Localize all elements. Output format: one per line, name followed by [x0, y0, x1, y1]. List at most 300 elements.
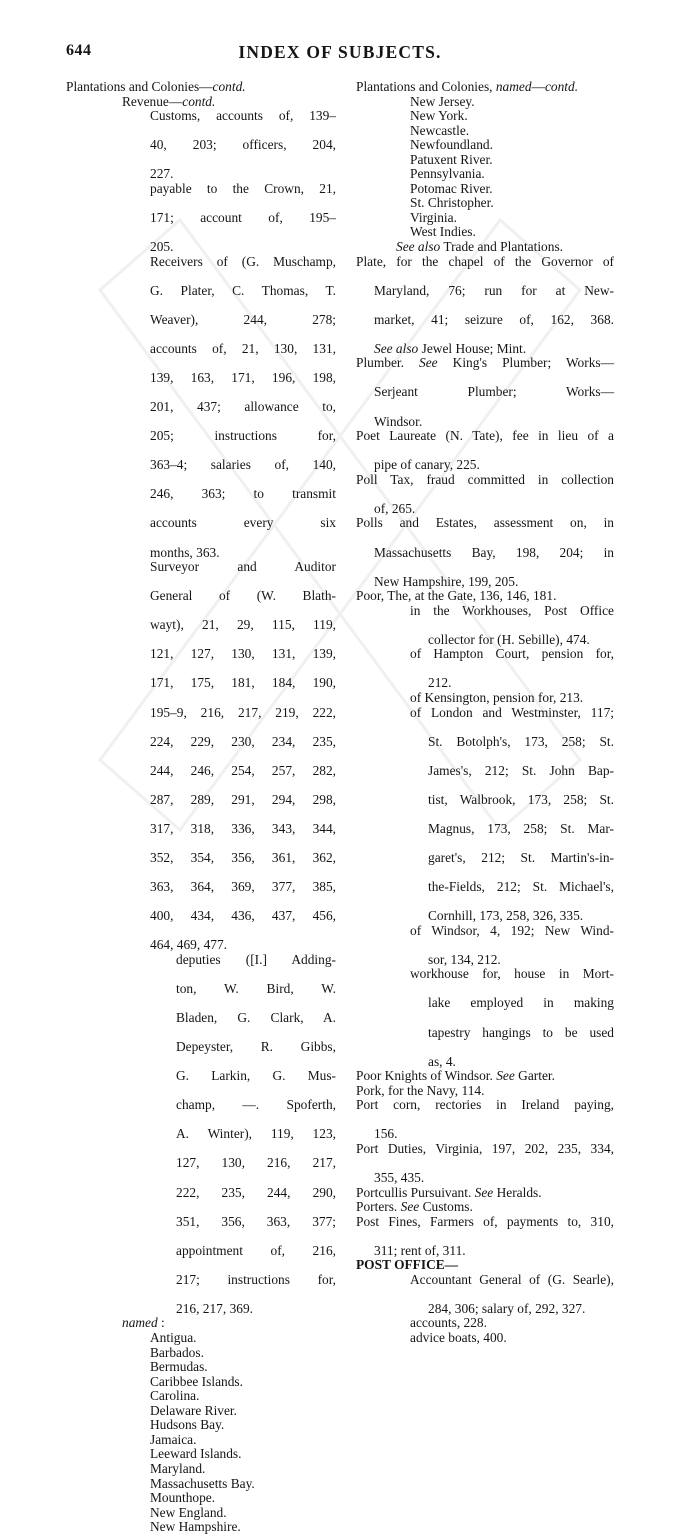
entry-text: Polls and Estates, assessment on, in: [356, 515, 614, 531]
index-entry: [66, 1316, 336, 1331]
entry-text: Maryland, 76; run for at New-: [374, 282, 614, 298]
entry-line: [356, 1186, 614, 1201]
entry-line: [410, 1316, 614, 1331]
entry-line: [150, 1447, 336, 1462]
index-entry: [66, 1477, 336, 1492]
entry-text: Poll Tax, fraud committed in collection: [356, 471, 614, 487]
entry-text: market, 41; seizure of, 162, 368.: [374, 311, 614, 327]
entry-line: [410, 124, 614, 139]
entry-line: [356, 473, 614, 502]
entry-line: [176, 1040, 336, 1069]
entry-text: Receivers of (G. Muschamp,: [150, 253, 336, 269]
running-title: INDEX OF SUBJECTS.: [238, 42, 442, 62]
index-entry: [66, 109, 336, 182]
entry-line: [356, 575, 614, 590]
index-entry: [356, 647, 614, 691]
entry-line: [356, 502, 614, 517]
entry-italic-text: contd.: [182, 93, 216, 109]
entry-text: Virginia.: [410, 209, 457, 225]
index-entry: [356, 1186, 614, 1201]
entry-text: New Hampshire.: [150, 1519, 241, 1535]
page-number: 644: [66, 42, 92, 59]
index-entry: [356, 80, 614, 95]
entry-line: [356, 516, 614, 545]
entry-text: the-Fields, 212; St. Michael's,: [428, 879, 614, 895]
entry-text: of Windsor, 4, 192; New Wind-: [410, 922, 614, 938]
entry-text: in the Workhouses, Post Office: [410, 602, 614, 618]
index-entry: [66, 95, 336, 110]
entry-line: [410, 953, 614, 968]
entry-line: [150, 284, 336, 313]
entry-text: Bermudas.: [150, 1359, 208, 1375]
entry-line: [356, 1084, 614, 1099]
entry-line: [176, 1186, 336, 1215]
entry-text: 212.: [428, 675, 452, 691]
entry-line: [410, 793, 614, 822]
entry-line: [410, 967, 614, 996]
entry-line: [150, 1477, 336, 1492]
index-entry: [356, 167, 614, 182]
entry-line: [176, 1127, 336, 1156]
entry-text: Patuxent River.: [410, 151, 493, 167]
entry-text: wayt), 21, 29, 115, 119,: [150, 617, 336, 633]
index-entry: [356, 1316, 614, 1331]
index-entry: [356, 589, 614, 604]
entry-line: [410, 225, 614, 240]
entry-line: [396, 240, 614, 255]
entry-line: [410, 851, 614, 880]
entry-text: Heralds.: [493, 1184, 542, 1200]
entry-line: [410, 211, 614, 226]
entry-text: 139, 163, 171, 196, 198,: [150, 369, 336, 385]
entry-line: [176, 1244, 336, 1273]
entry-line: [150, 342, 336, 371]
entry-line: [356, 1098, 614, 1127]
entry-text: Serjeant Plumber; Works—: [374, 384, 614, 400]
entry-text: 171, 175, 181, 184, 190,: [150, 675, 336, 691]
index-entry: [356, 691, 614, 706]
entry-line: [150, 1520, 336, 1535]
entry-line: [150, 240, 336, 255]
entry-text: deputies ([I.] Adding-: [176, 951, 336, 967]
entry-line: [176, 1273, 336, 1302]
index-entry: [66, 1447, 336, 1462]
entry-line: [176, 1302, 336, 1317]
entry-text: Porters.: [356, 1199, 401, 1215]
index-entry: [356, 1200, 614, 1215]
entry-line: [150, 735, 336, 764]
entry-line: [150, 1346, 336, 1361]
index-entry: [356, 95, 614, 110]
index-entry: [356, 1273, 614, 1317]
entry-line: [410, 1302, 614, 1317]
entry-line: [410, 1331, 614, 1346]
entry-text: —: [531, 79, 545, 94]
entry-line: [410, 138, 614, 153]
entry-text: 224, 229, 230, 234, 235,: [150, 733, 336, 749]
entry-text: Newfoundland.: [410, 137, 493, 153]
entry-line: [150, 371, 336, 400]
index-entry: [356, 706, 614, 924]
entry-line: [150, 1462, 336, 1477]
entry-line: [150, 1506, 336, 1521]
entry-text: 351, 356, 363, 377;: [176, 1213, 336, 1229]
entry-text: 121, 127, 130, 131, 139,: [150, 646, 336, 662]
index-entry: [66, 1404, 336, 1419]
entry-line: [410, 909, 614, 924]
entry-italic-text: See: [496, 1068, 515, 1084]
entry-line: [150, 211, 336, 240]
index-entry: [356, 429, 614, 473]
entry-text: of London and Westminster, 117;: [410, 704, 614, 720]
entry-text: Garter.: [514, 1068, 555, 1084]
entry-line: [410, 691, 614, 706]
entry-line: [356, 589, 614, 604]
entry-text: as, 4.: [428, 1053, 456, 1069]
entry-line: [410, 706, 614, 735]
entry-heading-text: POST OFFICE—: [356, 1257, 459, 1273]
entry-line: [150, 764, 336, 793]
entry-line: [176, 1156, 336, 1185]
index-entry: [356, 516, 614, 589]
entry-line: [122, 1316, 336, 1331]
entry-line: [150, 458, 336, 487]
entry-text: accounts of, 21, 130, 131,: [150, 340, 336, 356]
index-entry: [66, 182, 336, 255]
entry-line: [176, 982, 336, 1011]
entry-line: [150, 313, 336, 342]
entry-text: James's, 212; St. John Bap-: [428, 762, 614, 778]
entry-line: [410, 1273, 614, 1302]
entry-line: [356, 429, 614, 458]
entry-line: [410, 764, 614, 793]
entry-text: 40, 203; officers, 204,: [150, 137, 336, 153]
entry-line: [150, 1389, 336, 1404]
entry-line: [176, 1069, 336, 1098]
index-entry: [66, 1491, 336, 1506]
entry-line: [176, 1011, 336, 1040]
entry-text: New Hampshire, 199, 205.: [374, 573, 519, 589]
entry-text: G. Plater, C. Thomas, T.: [150, 282, 336, 298]
entry-text: workhouse for, house in Mort-: [410, 966, 614, 982]
entry-text: General of (W. Blath-: [150, 588, 336, 604]
index-entry: [356, 153, 614, 168]
entry-line: [356, 1258, 614, 1273]
entry-line: [150, 255, 336, 284]
right-column: [356, 80, 614, 1346]
entry-line: [410, 604, 614, 633]
entry-text: tapestry hangings to be used: [428, 1024, 614, 1040]
index-entry: [356, 1258, 614, 1273]
entry-line: [410, 822, 614, 851]
entry-line: [150, 880, 336, 909]
index-entry: [356, 211, 614, 226]
entry-line: [150, 1491, 336, 1506]
index-entry: [66, 1520, 336, 1535]
entry-text: Jamaica.: [150, 1431, 197, 1447]
entry-text: advice boats, 400.: [410, 1330, 507, 1346]
entry-line: [150, 618, 336, 647]
entry-text: Revenue—: [122, 93, 183, 109]
index-entry: [356, 182, 614, 197]
index-entry: [356, 1331, 614, 1346]
entry-line: [410, 1055, 614, 1070]
entry-line: [356, 415, 614, 430]
entry-text: Poor Knights of Windsor.: [356, 1068, 497, 1084]
entry-text: Barbados.: [150, 1344, 204, 1360]
index-entry: [356, 1098, 614, 1142]
entry-line: [356, 458, 614, 473]
entry-line: [150, 546, 336, 561]
index-entry: [66, 80, 336, 95]
entry-text: West Indies.: [410, 224, 476, 240]
index-entry: [356, 356, 614, 429]
entry-line: [122, 95, 336, 110]
entry-text: A. Winter), 119, 123,: [176, 1126, 336, 1142]
entry-text: lake employed in making: [428, 995, 614, 1011]
entry-line: [150, 487, 336, 516]
index-entry: [356, 196, 614, 211]
entry-line: [356, 1142, 614, 1171]
entry-text: 205.: [150, 239, 174, 255]
entry-italic-text: contd.: [544, 79, 579, 94]
entry-line: [356, 385, 614, 414]
entry-line: [150, 589, 336, 618]
entry-line: [150, 1360, 336, 1375]
entry-text: St. Christopher.: [410, 195, 494, 211]
entry-text: Surveyor and Auditor: [150, 559, 336, 575]
entry-line: [356, 1215, 614, 1244]
entry-line: [356, 255, 614, 284]
entry-text: St. Botolph's, 173, 258; St.: [428, 733, 614, 749]
index-entry: [66, 1462, 336, 1477]
entry-text: Depeyster, R. Gibbs,: [176, 1039, 336, 1055]
entry-text: garet's, 212; St. Martin's-in-: [428, 849, 614, 865]
entry-text: Maryland.: [150, 1460, 206, 1476]
entry-text: Post Fines, Farmers of, payments to, 310,: [356, 1213, 614, 1229]
entry-text: 363–4; salaries of, 140,: [150, 457, 336, 473]
entry-text: 216, 217, 369.: [176, 1300, 253, 1316]
entry-line: [410, 153, 614, 168]
entry-text: 201, 437; allowance to,: [150, 399, 336, 415]
entry-text: Massachusetts Bay.: [150, 1475, 255, 1491]
entry-text: sor, 134, 212.: [428, 951, 501, 967]
index-entry: [356, 473, 614, 517]
entry-line: [356, 356, 614, 385]
entry-text: appointment of, 216,: [176, 1242, 336, 1258]
entry-text: New Jersey.: [410, 93, 475, 109]
entry-line: [410, 182, 614, 197]
entry-text: Antigua.: [150, 1330, 197, 1346]
index-entry: [66, 560, 336, 953]
entry-text: Trade and Plantations.: [440, 239, 564, 255]
entry-text: New England.: [150, 1504, 227, 1520]
entry-text: :: [157, 1315, 165, 1331]
entry-text: 311; rent of, 311.: [374, 1242, 466, 1258]
entry-line: [150, 429, 336, 458]
index-entry: [66, 1331, 336, 1346]
index-entry: [66, 953, 336, 1317]
index-entry: [66, 1346, 336, 1361]
entry-line: [410, 1026, 614, 1055]
index-entry: [66, 1360, 336, 1375]
entry-text: payable to the Crown, 21,: [150, 180, 336, 196]
entry-line: [150, 647, 336, 676]
entry-line: [150, 138, 336, 167]
index-entry: [356, 967, 614, 1069]
entry-line: [356, 313, 614, 342]
entry-text: Carolina.: [150, 1388, 200, 1404]
entry-italic-text: contd.: [212, 79, 246, 94]
entry-text: Plumber.: [356, 355, 420, 371]
entry-text: accounts, 228.: [410, 1315, 487, 1331]
entry-line: [150, 1404, 336, 1419]
entry-text: Port corn, rectories in Ireland paying,: [356, 1097, 614, 1113]
entry-line: [356, 1200, 614, 1215]
entry-line: [150, 560, 336, 589]
entry-italic-text: See: [419, 355, 438, 371]
entry-line: [176, 1215, 336, 1244]
entry-line: [150, 1418, 336, 1433]
entry-text: Windsor.: [374, 413, 423, 429]
entry-text: of, 265.: [374, 500, 416, 516]
index-entry: [66, 1506, 336, 1521]
entry-text: Bladen, G. Clark, A.: [176, 1010, 336, 1025]
entry-text: Portcullis Pursuivant.: [356, 1184, 475, 1200]
entry-line: [150, 516, 336, 545]
entry-text: 222, 235, 244, 290,: [176, 1184, 336, 1200]
entry-text: Pork, for the Navy, 114.: [356, 1082, 485, 1098]
entry-text: Mounthope.: [150, 1490, 216, 1506]
entry-text: champ, —. Spoferth,: [176, 1097, 336, 1113]
index-entry: [66, 1418, 336, 1433]
entry-line: [410, 633, 614, 648]
entry-text: accounts every six: [150, 515, 336, 531]
entry-text: 363, 364, 369, 377, 385,: [150, 879, 336, 895]
index-entry: [356, 924, 614, 968]
entry-text: 195–9, 216, 217, 219, 222,: [150, 704, 336, 720]
entry-line: [410, 196, 614, 211]
entry-line: [410, 924, 614, 953]
entry-line: [150, 182, 336, 211]
entry-line: [356, 80, 614, 95]
entry-text: Caribbee Islands.: [150, 1373, 243, 1389]
entry-italic-text: See: [474, 1184, 494, 1200]
entry-line: [410, 735, 614, 764]
page-header: [66, 42, 614, 66]
entry-text: 156.: [374, 1126, 398, 1142]
entry-text: Potomac River.: [410, 180, 493, 196]
entry-text: King's Plumber; Works—: [437, 355, 614, 371]
entry-line: [150, 909, 336, 938]
entry-line: [150, 706, 336, 735]
entry-text: 171; account of, 195–: [150, 209, 336, 225]
entry-line: [150, 822, 336, 851]
entry-line: [150, 938, 336, 953]
entry-text: ton, W. Bird, W.: [176, 980, 336, 996]
index-entry: [356, 255, 614, 357]
entry-line: [356, 1244, 614, 1259]
index-entry: [356, 1084, 614, 1099]
entry-line: [66, 80, 336, 95]
entry-text: Jewel House; Mint.: [418, 340, 527, 356]
entry-text: Plate, for the chapel of the Governor of: [356, 253, 614, 269]
entry-line: [410, 996, 614, 1025]
entry-line: [150, 676, 336, 705]
index-entry: [66, 1433, 336, 1448]
entry-line: [410, 676, 614, 691]
entry-text: Cornhill, 173, 258, 326, 335.: [428, 908, 584, 924]
left-column: [66, 80, 336, 1535]
entry-text: 287, 289, 291, 294, 298,: [150, 791, 336, 807]
entry-line: [356, 1171, 614, 1186]
entry-text: 284, 306; salary of, 292, 327.: [428, 1300, 586, 1316]
entry-line: [356, 546, 614, 575]
index-entry: [356, 138, 614, 153]
index-entry: [356, 1069, 614, 1084]
entry-text: Pennsylvania.: [410, 166, 485, 182]
entry-italic-text: named: [495, 79, 532, 94]
index-entry: [66, 255, 336, 560]
entry-line: [410, 95, 614, 110]
index-entry: [356, 240, 614, 255]
entry-line: [356, 1069, 614, 1084]
entry-text: pipe of canary, 225.: [374, 457, 480, 473]
entry-text: 217; instructions for,: [176, 1271, 336, 1287]
index-entry: [66, 1375, 336, 1390]
entry-line: [410, 880, 614, 909]
entry-text: Plantations and Colonies,: [356, 79, 496, 94]
entry-text: 352, 354, 356, 361, 362,: [150, 849, 336, 865]
entry-line: [150, 1375, 336, 1390]
entry-line: [356, 342, 614, 357]
entry-line: [150, 1331, 336, 1346]
entry-line: [410, 647, 614, 676]
entry-text: of Hampton Court, pension for,: [410, 646, 614, 662]
entry-italic-text: named: [122, 1315, 158, 1331]
entry-line: [150, 793, 336, 822]
entry-line: [356, 284, 614, 313]
entry-text: Weaver), 244, 278;: [150, 311, 336, 327]
index-entry: [356, 604, 614, 648]
entry-text: 400, 434, 436, 437, 456,: [150, 908, 336, 924]
entry-text: Delaware River.: [150, 1402, 237, 1418]
entry-italic-text: See also: [374, 340, 419, 356]
entry-text: Newcastle.: [410, 122, 470, 138]
entry-line: [356, 1127, 614, 1142]
entry-text: Hudsons Bay.: [150, 1417, 225, 1433]
entry-text: 355, 435.: [374, 1170, 425, 1186]
entry-text: Massachusetts Bay, 198, 204; in: [374, 544, 614, 560]
entry-line: [410, 109, 614, 124]
entry-text: collector for (H. Sebille), 474.: [428, 631, 590, 647]
entry-text: 464, 469, 477.: [150, 937, 227, 953]
entry-text: Customs, accounts of, 139–: [150, 108, 336, 124]
entry-text: Poet Laureate (N. Tate), fee in lieu of a: [356, 428, 614, 444]
entry-italic-text: See also: [396, 239, 441, 255]
entry-text: New York.: [410, 108, 468, 124]
index-entry: [356, 225, 614, 240]
entry-text: 127, 130, 216, 217,: [176, 1155, 336, 1171]
entry-text: Customs.: [419, 1199, 473, 1215]
entry-italic-text: See: [400, 1199, 420, 1215]
entry-text: Port Duties, Virginia, 197, 202, 235, 334,: [356, 1140, 614, 1156]
entry-text: months, 363.: [150, 544, 220, 560]
entry-text: Plantations and Colonies—: [66, 79, 213, 94]
index-entry: [356, 1215, 614, 1259]
entry-text: 244, 246, 254, 257, 282,: [150, 762, 336, 778]
entry-line: [150, 109, 336, 138]
